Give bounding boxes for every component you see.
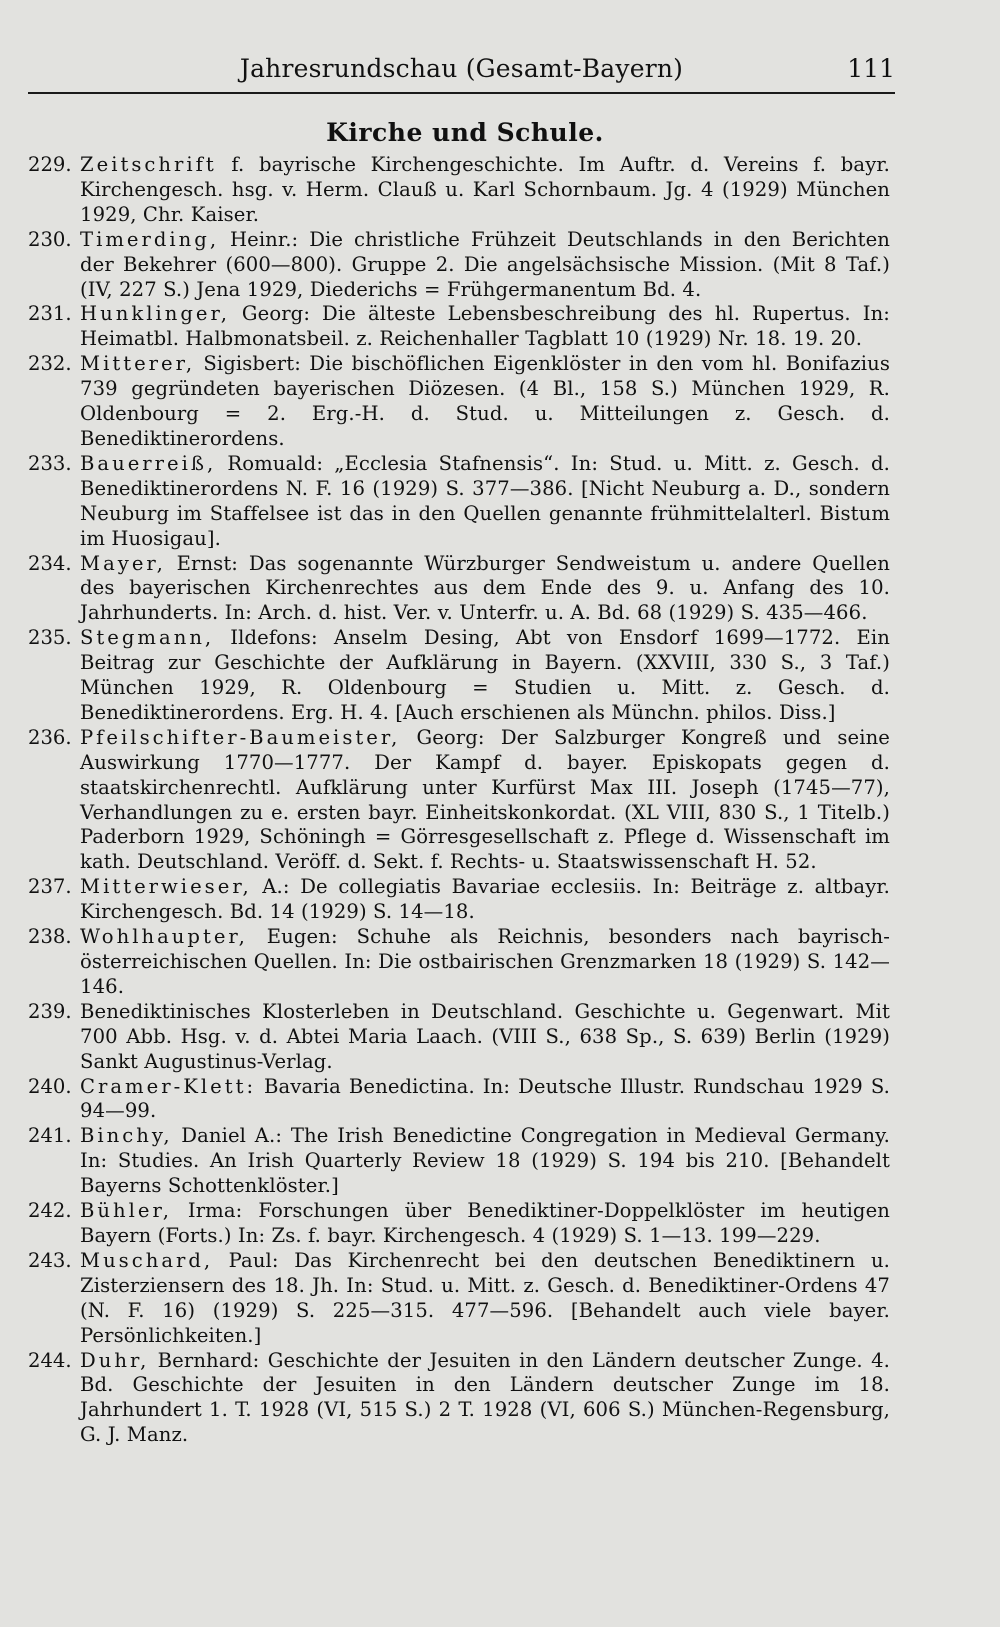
entry-author: Stegmann,: [80, 626, 215, 650]
entry-text: Benediktinisches Klosterleben in Deutschland. Geschichte u. Gegenwart. Mit 700 Abb. Hsg. v. d. Abtei Maria Laach. (VIII S., 638 Sp., S. 639) Berlin (1929) Sankt Augustinus-Verlag.: [80, 999, 890, 1073]
bibliography-entry: [28, 875, 890, 925]
entry-author: Bühler,: [80, 1199, 172, 1223]
entry-author: Timerding,: [80, 227, 220, 251]
entry-number: 234.: [28, 551, 72, 575]
entry-number: 237.: [28, 875, 72, 899]
entry-text: Heinr.: Die christliche Frühzeit Deutschlands in den Berichten der Bekehrer (600—800). Gruppe 2. Die angelsächsische Mission. (Mit 8 Taf.) (IV, 227 S.) Jena 1929, Diederichs = Frühgermanentum Bd. 4.: [80, 227, 890, 301]
entry-text: Eugen: Schuhe als Reichnis, besonders nach bayrisch-österreichischen Quellen. In: Die ostbairischen Grenzmarken 18 (1929) S. 142—146.: [80, 925, 891, 998]
entry-number: 243.: [28, 1248, 72, 1272]
entry-number: 230.: [28, 227, 72, 251]
entry-text: f. bayrische Kirchengeschichte. Im Auftr. d. Vereins f. bayr. Kirchengesch. hsg. v. Herm. Clauß u. Karl Schornbaum. Jg. 4 (1929) München 1929, Chr. Kaiser.: [80, 153, 891, 226]
entry-author: Pfeilschifter-Baumeister,: [80, 725, 401, 749]
page-number: 111: [847, 54, 895, 83]
bibliography-entry: [28, 1075, 890, 1125]
entry-author: Hunklinger,: [80, 302, 230, 326]
bibliography-entry: [28, 1249, 890, 1349]
bibliography-entry: [28, 1199, 890, 1249]
entry-author: Binchy,: [80, 1124, 173, 1148]
bibliography-entry: [28, 352, 890, 452]
entry-author: Cramer-Klett:: [80, 1074, 257, 1098]
entry-text: Daniel A.: The Irish Benedictine Congregation in Medieval Germany. In: Studies. An Irish Quarterly Review 18 (1929) S. 194 bis 210. [Behandelt Bayerns Schottenklöster.]: [80, 1124, 890, 1198]
entry-text: Bavaria Benedictina. In: Deutsche Illustr. Rundschau 1929 S. 94—99.: [80, 1074, 890, 1123]
entry-text: Bernhard: Geschichte der Jesuiten in den Ländern deutscher Zunge. 4. Bd. Geschichte der Jesuiten in den Ländern deutscher Zunge im 18. Jahrhundert 1. T. 1928 (VI, 515 S.) 2 T. 1928 (VI, 606 S.) München-Regensburg, G. J. Manz.: [80, 1348, 890, 1447]
entry-text: Paul: Das Kirchenrecht bei den deutschen Benediktinern u. Zisterziensern des 18. Jh. In: Stud. u. Mitt. z. Gesch. d. Benediktiner-Ordens 47 (N. F. 16) (1929) S. 225—315. 477—596. [Behandelt auch viele bayer. Persönlichkeiten.]: [80, 1248, 890, 1347]
entry-number: 229.: [28, 153, 72, 176]
bibliography-entry: [28, 552, 890, 627]
entry-author: Mitterwieser,: [80, 875, 252, 899]
bibliography-entry: [28, 726, 890, 875]
entry-author: Wohlhaupter,: [80, 925, 248, 949]
entry-text: Ildefons: Anselm Desing, Abt von Ensdorf 1699—1772. Ein Beitrag zur Geschichte der Aufklärung in Bayern. (XXVIII, 330 S., 3 Taf.) München 1929, R. Oldenbourg = Studien u. Mitt. z. Gesch. d. Benediktinerordens. Erg. H. 4. [Auch erschienen als Münchn. philos. Diss.]: [80, 626, 890, 724]
entry-text: Georg: Die älteste Lebensbeschreibung des hl. Rupertus. In: Heimatbl. Halbmonatsbeil. z. Reichenhaller Tagblatt 10 (1929) Nr. 18. 19. 20.: [80, 302, 891, 351]
entry-number: 235.: [28, 626, 72, 650]
entry-text: A.: De collegiatis Bavariae ecclesiis. In: Beiträge z. altbayr. Kirchengesch. Bd. 14 (1929) S. 14—18.: [80, 875, 891, 924]
entry-number: 242.: [28, 1199, 72, 1223]
entry-author: Mitterer,: [80, 352, 196, 376]
bibliography-entry: [28, 228, 890, 303]
bibliography-entry: [28, 1000, 890, 1075]
bibliography-entry: [28, 1124, 890, 1199]
running-title: Jahresrundschau (Gesamt-Bayern): [239, 54, 684, 83]
entry-text: Sigisbert: Die bischöflichen Eigenklöster in den vom hl. Bonifazius 739 gegründeten bayerischen Diözesen. (4 Bl., 158 S.) München 1929, R. Oldenbourg = 2. Erg.-H. d. Stud. u. Mitteilungen z. Gesch. d. Benediktinerordens.: [80, 352, 890, 450]
entry-number: 239.: [28, 999, 72, 1023]
entry-number: 240.: [28, 1074, 72, 1098]
entry-number: 241.: [28, 1124, 72, 1148]
entry-author: Bauerreiß,: [80, 451, 217, 475]
entry-author: Muschard,: [80, 1248, 214, 1272]
running-header: [28, 52, 895, 94]
entry-author: Mayer,: [80, 551, 166, 575]
entry-number: 244.: [28, 1348, 72, 1372]
entry-author: Duhr,: [80, 1348, 150, 1372]
bibliography-entry: [28, 925, 890, 1000]
bibliography-entry: [28, 626, 890, 726]
entry-number: 232.: [28, 352, 72, 376]
section-heading: Kirche und Schule.: [326, 118, 604, 147]
bibliography-list: [28, 153, 890, 1448]
bibliography-entry: [28, 452, 890, 552]
entry-text: Romuald: „Ecclesia Stafnensis“. In: Stud. u. Mitt. z. Gesch. d. Benediktinerordens N. F. 16 (1929) S. 377—386. [Nicht Neuburg a. D., sondern Neuburg im Staffelsee ist das in den Quellen genannte frühmittelalterl. Bistum im Huosigau].: [80, 451, 890, 550]
entry-number: 236.: [28, 725, 72, 749]
entry-number: 231.: [28, 302, 72, 326]
entry-text: Georg: Der Salzburger Kongreß und seine Auswirkung 1770—1777. Der Kampf d. bayer. Episkopats gegen d. staatskirchenrechtl. Aufklärung unter Kurfürst Max III. Joseph (1745—77), Verhandlungen zu e. ersten bayr. Einheitskonkordat. (XL VIII, 830 S., 1 Titelb.) Paderborn 1929, Schöningh = Görresgesellschaft z. Pflege d. Wissenschaft im kath. Deutschland. Veröff. d. Sekt. f. Rechts- u. Staatswissenschaft H. 52.: [80, 725, 890, 874]
entry-number: 238.: [28, 925, 72, 949]
entry-text: Ernst: Das sogenannte Würzburger Sendweistum u. andere Quellen des bayerischen Kirchenrechtes aus dem Ende des 9. u. Anfang des 10. Jahrhunderts. In: Arch. d. hist. Ver. v. Unterfr. u. A. Bd. 68 (1929) S. 435—466.: [80, 551, 891, 625]
entry-author: Zeitschrift: [80, 153, 217, 176]
bibliography-entry: [28, 153, 890, 228]
entry-text: Irma: Forschungen über Benediktiner-Doppelklöster im heutigen Bayern (Forts.) In: Zs. f. bayr. Kirchengesch. 4 (1929) S. 1—13. 199—229.: [80, 1199, 890, 1247]
bibliography-entry: [28, 302, 890, 352]
entry-number: 233.: [28, 451, 72, 475]
bibliography-entry: [28, 1349, 890, 1449]
